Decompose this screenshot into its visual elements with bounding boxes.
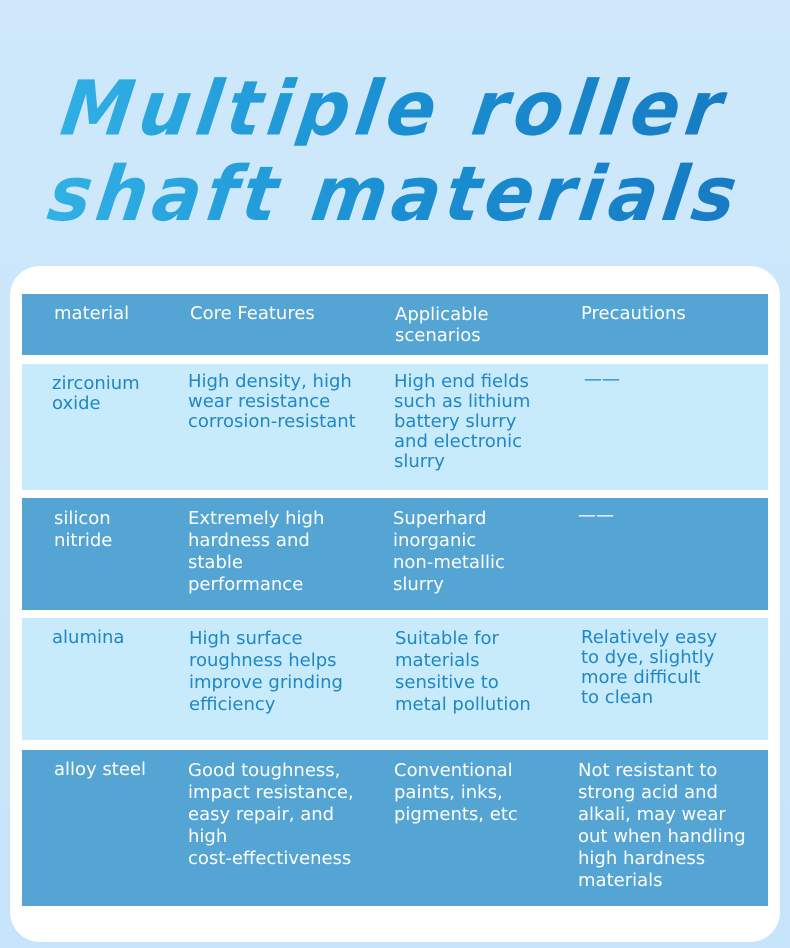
cell-material: silicon nitride — [54, 508, 113, 551]
cell-features: High density, high wear resistance corrosion-resistant — [188, 371, 356, 432]
header-applicable-scenarios: Applicable scenarios — [395, 304, 489, 346]
cell-features: Good toughness, impact resistance, easy repair, and high cost-effectiveness — [188, 760, 354, 869]
table-header — [22, 294, 768, 355]
cell-scenarios: Suitable for materials sensitive to metal pollution — [395, 628, 531, 715]
cell-precautions: Relatively easy to dye, slightly more difficult to clean — [581, 627, 718, 708]
cell-features: Extremely high hardness and stable performance — [188, 508, 325, 595]
cell-scenarios: High end fields such as lithium battery slurry and electronic slurry — [394, 371, 531, 472]
cell-precautions: —— — [578, 505, 614, 526]
cell-scenarios: Superhard inorganic non-metallic slurry — [393, 508, 505, 595]
cell-material: alloy steel — [54, 759, 147, 780]
table-row — [22, 618, 768, 740]
header-precautions: Precautions — [581, 303, 686, 324]
table-row — [22, 364, 768, 490]
cell-material: alumina — [52, 627, 125, 648]
cell-material: zirconium oxide — [52, 373, 140, 414]
table-row — [22, 750, 768, 906]
page-title-line-2: shaft materials — [0, 156, 790, 232]
table-row — [22, 498, 768, 610]
cell-precautions: —— — [584, 369, 620, 390]
cell-precautions: Not resistant to strong acid and alkali, may wear out when handling high hardness materials — [578, 760, 746, 891]
page-title-line-1: Multiple roller — [0, 70, 790, 146]
cell-features: High surface roughness helps improve grinding efficiency — [189, 628, 343, 715]
cell-scenarios: Conventional paints, inks, pigments, etc — [394, 760, 518, 825]
header-material: material — [54, 303, 130, 324]
header-core-features: Core Features — [190, 303, 315, 324]
